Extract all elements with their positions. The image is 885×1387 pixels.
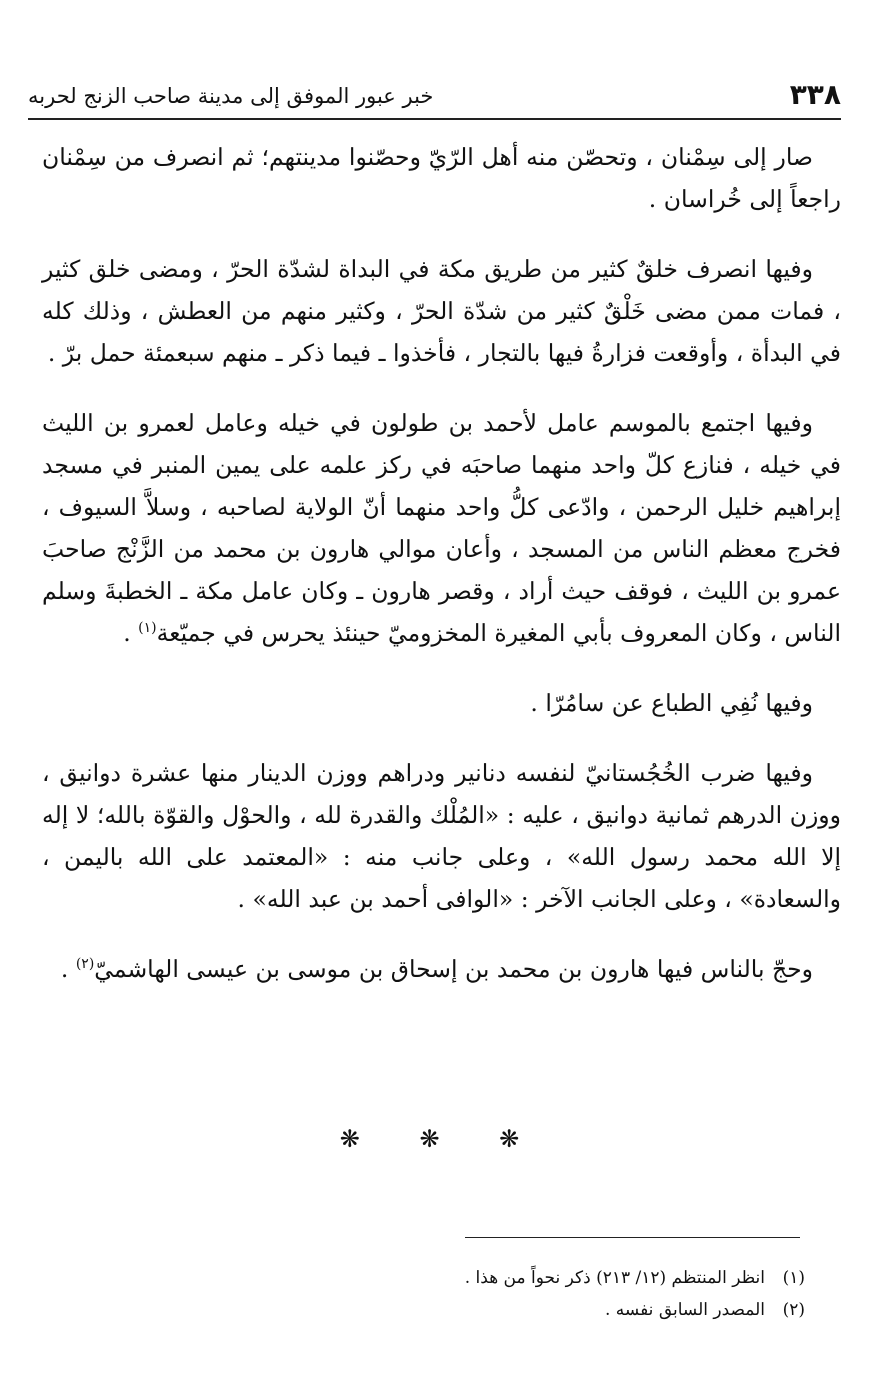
- footnote-1: [205, 1262, 805, 1294]
- paragraph-4-text: وفيها نُفِي الطباع عن سامُرّا .: [530, 689, 813, 717]
- section-separator: ❋ ❋ ❋: [339, 1125, 546, 1153]
- paragraph-2-text: وفيها انصرف خلقٌ كثير من طريق مكة في البداة لشدّة الحرّ ، ومضى خلق كثير ، فمات ممن مضى خَلْقٌ كثير من شدّة الحرّ ، وكثير منهم من العطش ، وذلك كله في البدأة ، وأوقعت فزارةُ فيها بالتجار ، فأخذوا ـ فيما ذكر ـ منهم سبعمئة حمل برّ .: [42, 255, 841, 367]
- paragraph-3-end: .: [123, 619, 139, 647]
- header-rule: [28, 118, 841, 120]
- paragraph-6-end: .: [60, 955, 76, 983]
- paragraph-6-text: وحجّ بالناس فيها هارون بن محمد بن إسحاق بن موسى بن عيسى الهاشميّ: [94, 955, 813, 983]
- page-number: ٣٣٨: [789, 78, 841, 111]
- footnotes: [205, 1262, 805, 1326]
- footnote-rule: [465, 1237, 800, 1238]
- body-text: [42, 136, 841, 1018]
- page-header: [28, 70, 841, 116]
- paragraph-6: [42, 948, 841, 990]
- paragraph-3-text: وفيها اجتمع بالموسم عامل لأحمد بن طولون في خيله وعامل لعمرو بن الليث في خيله ، فنازع كلّ واحد منهما صاحبَه في ركز علمه على يمين المنبر في مسجد إبراهيم خليل الرحمن ، وادّعى كلُّ واحد منهما أنّ الولاية لصاحبه ، وسلاَّ السيوف ، فخرج معظم الناس من المسجد ، وأعان موالي هارون بن محمد من الزَّنْج صاحبَ عمرو بن الليث ، فوقف حيث أراد ، وقصر هارون ـ وكان عامل مكة ـ الخطبةَ وسلم الناس ، وكان المعروف بأبي المغيرة المخزوميّ حينئذ يحرس في جميّعة: [42, 409, 841, 647]
- footnote-2: [205, 1294, 805, 1326]
- running-title: خبر عبور الموفق إلى مدينة صاحب الزنج لحربه: [28, 84, 434, 108]
- footnote-1-marker: (١): [782, 1268, 805, 1288]
- paragraph-3: [42, 402, 841, 654]
- paragraph-1-text: صار إلى سِمْنان ، وتحصّن منه أهل الرّيّ وحصّنوا مدينتهم؛ ثم انصرف من سِمْنان راجعاً إلى خُراسان .: [42, 143, 841, 213]
- footnote-ref-1[interactable]: (١): [138, 620, 157, 636]
- paragraph-2: [42, 248, 841, 374]
- footnote-1-text: انظر المنتظم (١٢/ ٢١٣) ذكر نحواً من هذا .: [464, 1268, 765, 1288]
- paragraph-1: [42, 136, 841, 220]
- paragraph-5: [42, 752, 841, 920]
- paragraph-4: [42, 682, 841, 724]
- footnote-2-marker: (٢): [782, 1300, 805, 1320]
- paragraph-5-text: وفيها ضرب الخُجُستانيّ لنفسه دنانير ودراهم ووزن الدينار منها عشرة دوانيق ، ووزن الدرهم ثمانية دوانيق ، عليه : «المُلْك والقدرة لله ، والحوْل والقوّة بالله؛ لا إله إلا الله محمد رسول الله» ، وعلى جانب منه : «المعتمد على الله باليمن ، والسعادة» ، وعلى الجانب الآخر : «الوافى أحمد بن عبد الله» .: [42, 759, 841, 913]
- footnote-2-text: المصدر السابق نفسه .: [605, 1300, 765, 1320]
- footnote-ref-2[interactable]: (٢): [75, 956, 95, 972]
